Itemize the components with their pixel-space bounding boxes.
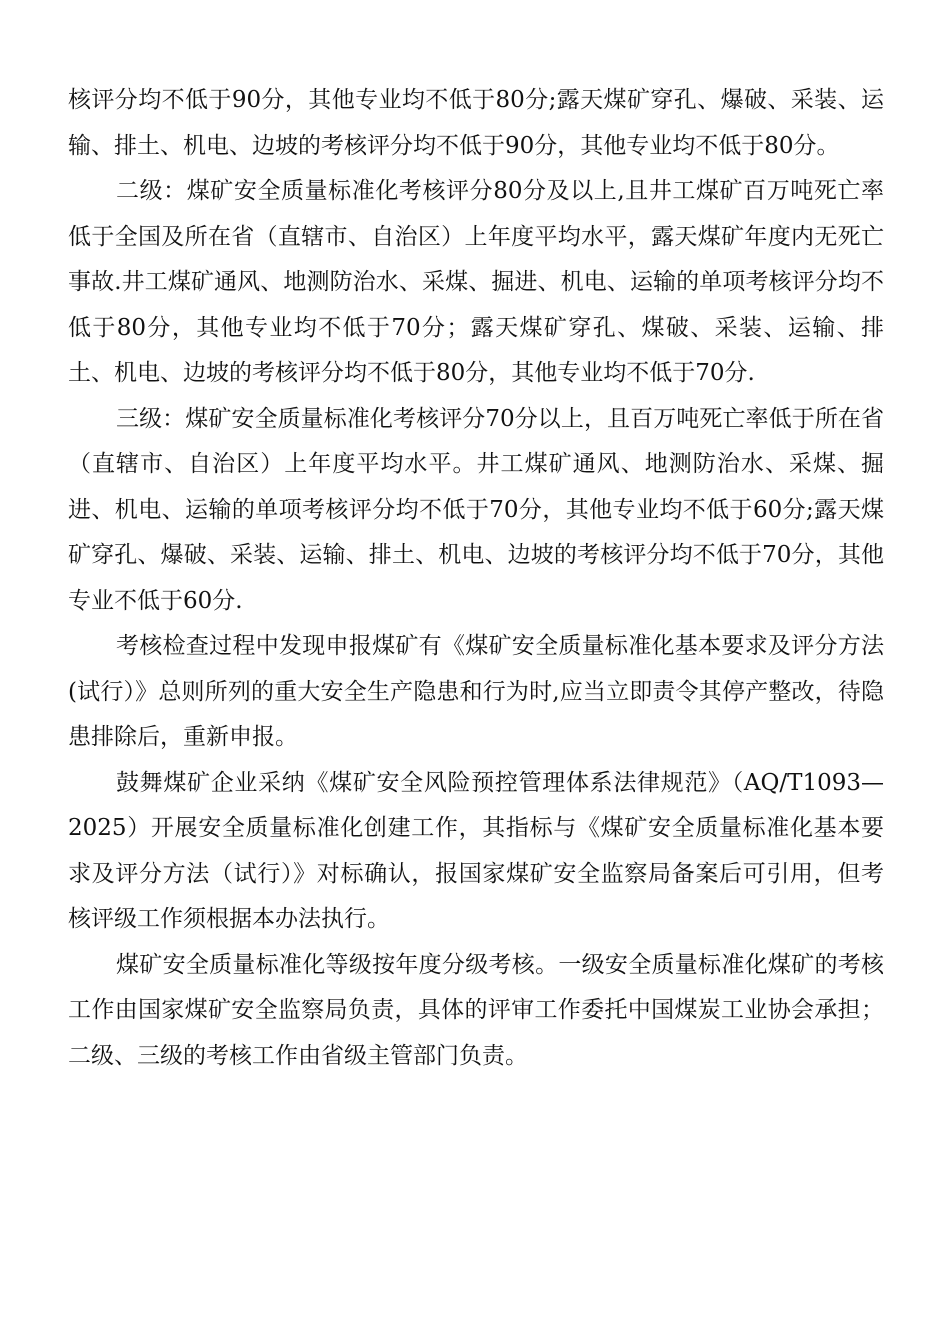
paragraph-level-two: 二级：煤矿安全质量标准化考核评分80分及以上,且井工煤矿百万吨死亡率低于全国及所在省（直辖市、自治区）上年度平均水平，露天煤矿年度内无死亡事故.井工煤矿通风、地测防治水、采煤、掘进、机电、运输的单项考核评分均不低于80分，其他专业均不低于70分；露天煤矿穿孔、煤破、采装、运输、排土、机电、边坡的考核评分均不低于80分，其他专业均不低于70分. [68,178,884,386]
paragraph-inspection: 考核检查过程中发现申报煤矿有《煤矿安全质量标准化基本要求及评分方法(试行）》总则所列的重大安全生产隐患和行为时,应当立即责令其停产整改，待隐患排除后，重新申报。 [68,633,884,750]
document-body [68,78,884,1079]
paragraph-level-three: 三级：煤矿安全质量标准化考核评分70分以上，且百万吨死亡率低于所在省（直辖市、自治区）上年度平均水平。井工煤矿通风、地测防治水、采煤、掘进、机电、运输的单项考核评分均不低于70分，其他专业均不低于60分;露天煤矿穿孔、爆破、采装、运输、排土、机电、边坡的考核评分均不低于70分，其他专业不低于60分. [68,405,884,614]
paragraph-continuation: 核评分均不低于90分，其他专业均不低于80分;露天煤矿穿孔、爆破、采装、运输、排土、机电、边坡的考核评分均不低于90分，其他专业均不低于80分。 [68,87,884,159]
paragraph-annual-assessment: 煤矿安全质量标准化等级按年度分级考核。一级安全质量标准化煤矿的考核工作由国家煤矿安全监察局负责，具体的评审工作委托中国煤炭工业协会承担；二级、三级的考核工作由省级主管部门负责。 [68,951,884,1069]
paragraph-encouragement: 鼓舞煤矿企业采纳《煤矿安全风险预控管理体系法律规范》（AQ/T1093—2025）开展安全质量标准化创建工作，其指标与《煤矿安全质量标准化基本要求及评分方法（试行）》对标确认，报国家煤矿安全监察局备案后可引用，但考核评级工作须根据本办法执行。 [68,769,884,932]
